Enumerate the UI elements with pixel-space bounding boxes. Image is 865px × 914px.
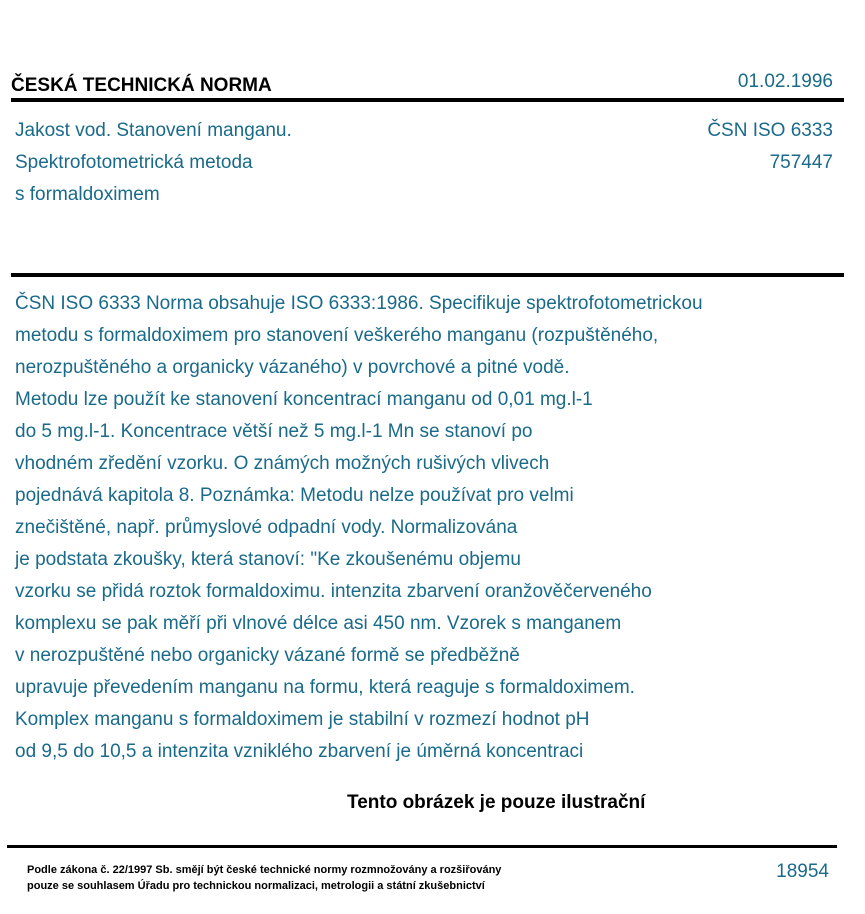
abstract-line: do 5 mg.l-1. Koncentrace větší než 5 mg.l-1 Mn se stanoví po: [15, 421, 533, 442]
abstract-text: [15, 288, 845, 768]
abstract-line: komplexu se pak měří při vlnové délce asi 450 nm. Vzorek s manganem: [15, 613, 622, 634]
abstract-line: je podstata zkoušky, která stanoví: "Ke zkoušenému objemu: [15, 549, 521, 570]
abstract-line: vhodném zředění vzorku. O známých možných rušivých vlivech: [15, 453, 550, 474]
document-codes: [707, 115, 833, 179]
abstract-line: Metodu lze použít ke stanovení koncentrací manganu od 0,01 mg.l-1: [15, 389, 593, 410]
copyright-notice: [27, 862, 501, 894]
header-divider: [11, 98, 844, 102]
abstract-line: Komplex manganu s formaldoximem je stabilní v rozmezí hodnot pH: [15, 709, 590, 730]
illustration-notice: Tento obrázek je pouze ilustrační: [347, 792, 646, 813]
abstract-line: v nerozpuštěné nebo organicky vázané formě se předběžně: [15, 645, 520, 666]
document-title-line: Spektrofotometrická metoda: [15, 152, 253, 173]
abstract-line: vzorku se přidá roztok formaldoximu. intenzita zbarvení oranžověčerveného: [15, 581, 652, 602]
abstract-line: upravuje převedením manganu na formu, která reaguje s formaldoximem.: [15, 677, 635, 698]
copyright-line: pouze se souhlasem Úřadu pro technickou normalizaci, metrologii a státní zkušebnictví: [27, 880, 485, 892]
document-title: [15, 115, 535, 211]
abstract-line: od 9,5 do 10,5 a intenzita vzniklého zbarvení je úměrná koncentraci: [15, 741, 584, 762]
abstract-line: metodu s formaldoximem pro stanovení veškerého manganu (rozpuštěného,: [15, 325, 659, 346]
document-title-line: s formaldoximem: [15, 184, 160, 205]
standard-header-title: ČESKÁ TECHNICKÁ NORMA: [11, 75, 272, 96]
copyright-line: Podle zákona č. 22/1997 Sb. smějí být české technické normy rozmnožovány a rozšiřovány: [27, 864, 502, 876]
class-number: 757447: [769, 152, 833, 173]
abstract-line: ČSN ISO 6333 Norma obsahuje ISO 6333:1986. Specifikuje spektrofotometrickou: [15, 293, 703, 314]
footer-divider: [7, 845, 837, 848]
abstract-line: znečištěné, např. průmyslové odpadní vody. Normalizována: [15, 517, 518, 538]
abstract-line: pojednává kapitola 8. Poznámka: Metodu nelze používat pro velmi: [15, 485, 574, 506]
catalog-number: 18954: [776, 861, 829, 882]
standard-date: 01.02.1996: [737, 71, 833, 92]
standard-code: ČSN ISO 6333: [707, 120, 833, 141]
document-title-line: Jakost vod. Stanovení manganu.: [15, 120, 292, 141]
section-divider: [11, 273, 844, 277]
abstract-line: nerozpuštěného a organicky vázaného) v povrchové a pitné vodě.: [15, 357, 570, 378]
